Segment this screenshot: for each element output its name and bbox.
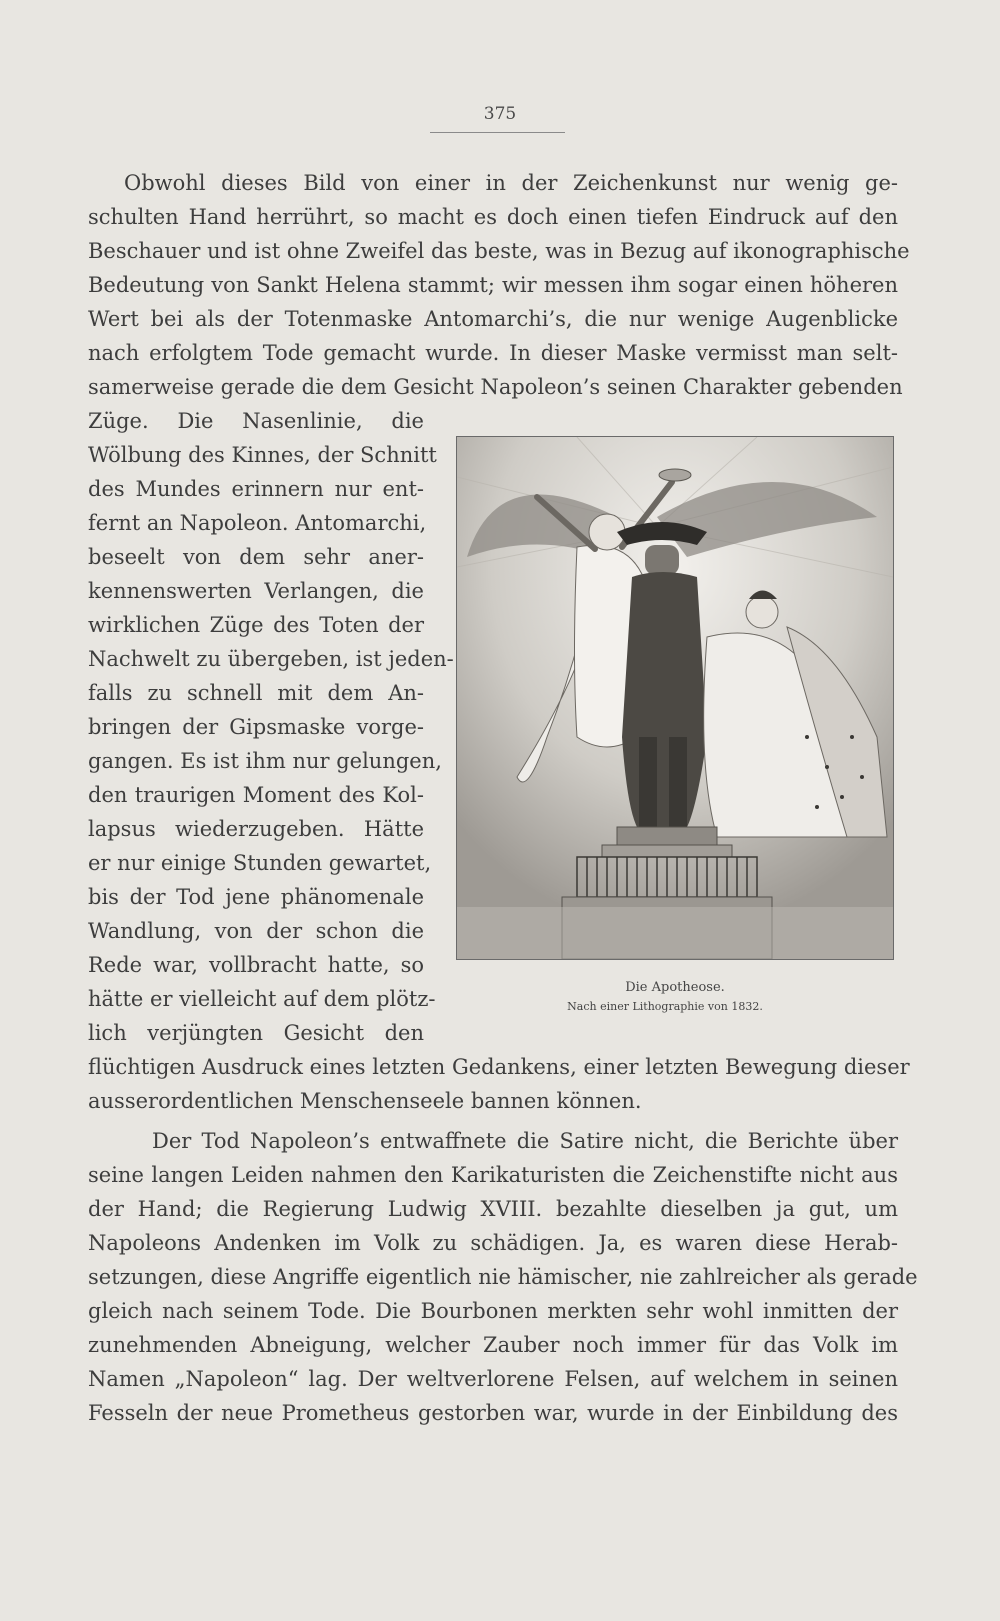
- text-line: beseelt von dem sehr aner-: [88, 545, 424, 569]
- text-line: hätte er vielleicht auf dem plötz-: [88, 987, 436, 1011]
- figure-caption-title: Die Apotheose.: [625, 980, 725, 995]
- page-number-rule: [430, 132, 565, 133]
- text-line: lapsus wiederzugeben. Hätte: [88, 817, 424, 841]
- text-line: gleich nach seinem Tode. Die Bourbonen merkten sehr wohl inmitten der: [88, 1299, 898, 1323]
- text-line: samerweise gerade die dem Gesicht Napoleon’s seinen Charakter gebenden: [88, 375, 903, 399]
- page-number: 375: [483, 104, 517, 124]
- text-line: Züge. Die Nasenlinie, die: [88, 409, 424, 433]
- text-line: Der Tod Napoleon’s entwaffnete die Satire nicht, die Berichte über: [152, 1129, 898, 1153]
- text-line: schulten Hand herrührt, so macht es doch einen tiefen Eindruck auf den: [88, 205, 898, 229]
- text-line: bis der Tod jene phänomenale: [88, 885, 424, 909]
- text-line: wirklichen Züge des Toten der: [88, 613, 424, 637]
- text-line: gangen. Es ist ihm nur gelungen,: [88, 749, 442, 773]
- text-line: er nur einige Stunden gewartet,: [88, 851, 432, 875]
- text-line: Wölbung des Kinnes, der Schnitt: [88, 443, 437, 467]
- text-line: Nachwelt zu übergeben, ist jeden-: [88, 647, 454, 671]
- text-line: seine langen Leiden nahmen den Karikaturisten die Zeichenstifte nicht aus: [88, 1163, 898, 1187]
- text-line: Napoleons Andenken im Volk zu schädigen. Ja, es waren diese Herab-: [88, 1231, 898, 1255]
- text-line: des Mundes erinnern nur ent-: [88, 477, 424, 501]
- text-line: Wandlung, von der schon die: [88, 919, 424, 943]
- text-line: fernt an Napoleon. Antomarchi,: [88, 511, 427, 535]
- text-line: falls zu schnell mit dem An-: [88, 681, 424, 705]
- text-line: Wert bei als der Totenmaske Antomarchi’s, die nur wenige Augenblicke: [88, 307, 898, 331]
- text-line: den traurigen Moment des Kol-: [88, 783, 424, 807]
- text-line: der Hand; die Regierung Ludwig XVIII. bezahlte dieselben ja gut, um: [88, 1197, 898, 1221]
- text-line: kennenswerten Verlangen, die: [88, 579, 424, 603]
- text-line: Bedeutung von Sankt Helena stammt; wir messen ihm sogar einen höheren: [88, 273, 898, 297]
- apotheosis-illustration: [456, 436, 894, 960]
- text-line: lich verjüngten Gesicht den: [88, 1021, 424, 1045]
- text-line: Namen „Napoleon“ lag. Der weltverlorene Felsen, auf welchem in seinen: [88, 1367, 898, 1391]
- text-line: Obwohl dieses Bild von einer in der Zeichenkunst nur wenig ge-: [124, 171, 898, 195]
- text-line: setzungen, diese Angriffe eigentlich nie hämischer, nie zahlreicher als gerade: [88, 1265, 918, 1289]
- text-line: zunehmenden Abneigung, welcher Zauber noch immer für das Volk im: [88, 1333, 898, 1357]
- text-line: Fesseln der neue Prometheus gestorben war, wurde in der Einbildung des: [88, 1401, 898, 1425]
- text-line: Rede war, vollbracht hatte, so: [88, 953, 424, 977]
- text-line: Beschauer und ist ohne Zweifel das beste, was in Bezug auf ikonographische: [88, 239, 910, 263]
- figure-caption-subtitle: Nach einer Lithographie von 1832.: [567, 1000, 763, 1013]
- text-line: ausserordentlichen Menschenseele bannen können.: [88, 1089, 642, 1113]
- text-line: flüchtigen Ausdruck eines letzten Gedankens, einer letzten Bewegung dieser: [88, 1055, 910, 1079]
- text-line: nach erfolgtem Tode gemacht wurde. In dieser Maske vermisst man selt-: [88, 341, 898, 365]
- text-line: bringen der Gipsmaske vorge-: [88, 715, 424, 739]
